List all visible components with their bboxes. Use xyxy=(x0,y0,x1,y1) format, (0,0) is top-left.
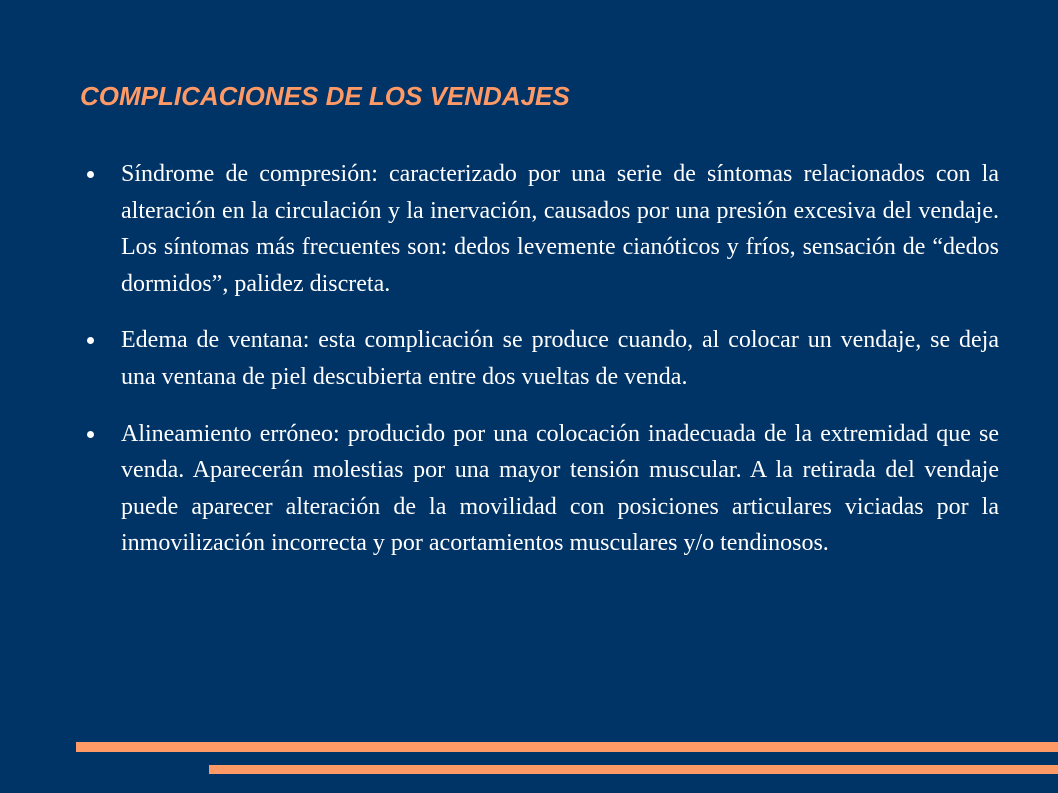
decorative-bar-bottom xyxy=(209,765,1058,774)
slide-title: COMPLICACIONES DE LOS VENDAJES xyxy=(80,81,570,111)
bullet-text: Alineamiento erróneo: producido por una colocación inadecuada de la extremidad que se venda. Aparecerán molestias por una mayor tensión muscular. A la retirada del vendaje puede aparecer alteración de la movilidad con posiciones articulares viciadas por la inmovilización incorrecta y por acortamientos musculares y/o tendinosos. xyxy=(121,420,999,557)
bullet-text: Edema de ventana: esta complicación se produce cuando, al colocar un vendaje, se deja una ventana de piel descubierta entre dos vueltas de venda. xyxy=(121,327,999,390)
bullet-item-compression-syndrome xyxy=(84,156,999,302)
bullet-list xyxy=(84,156,999,582)
bullet-item-misalignment xyxy=(84,416,999,562)
bullet-dot-icon xyxy=(87,431,94,438)
bullet-text: Síndrome de compresión: caracterizado por una serie de síntomas relacionados con la alteración en la circulación y la inervación, causados por una presión excesiva del vendaje. Los síntomas más frecuentes son: dedos levemente cianóticos y fríos, sensación de “dedos dormidos”, palidez discreta. xyxy=(121,161,999,297)
decorative-bar-top xyxy=(76,742,1058,752)
bullet-dot-icon xyxy=(87,337,94,344)
bullet-dot-icon xyxy=(87,171,94,178)
bullet-item-window-edema xyxy=(84,322,999,395)
